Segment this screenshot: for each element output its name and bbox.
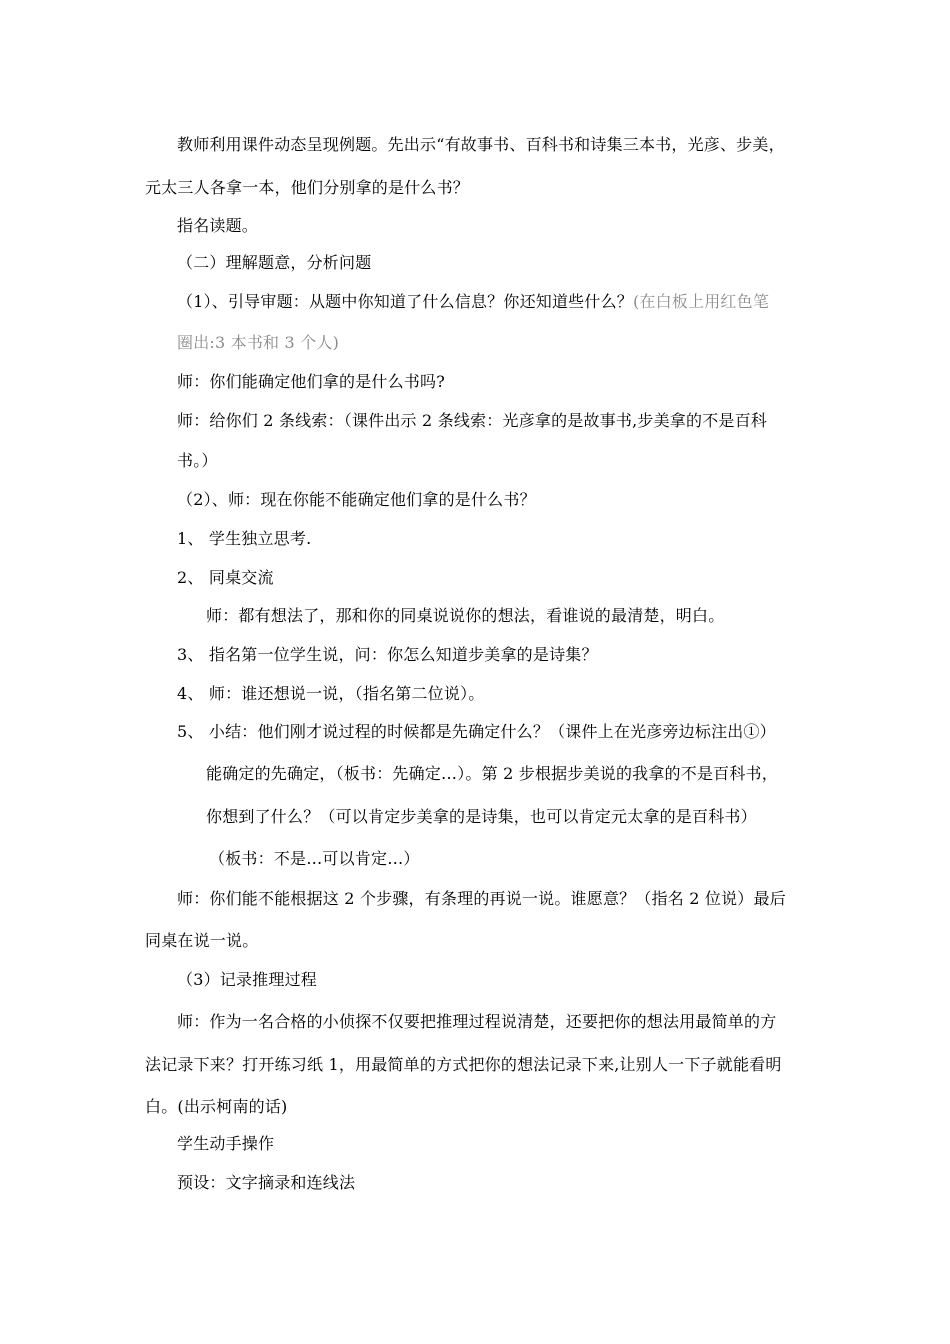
line-text: 白。(出示柯南的话) <box>145 1097 288 1116</box>
line-text: 3、 指名第一位学生说，问：你怎么知道步美拿的是诗集？ <box>177 645 598 664</box>
line-text: 师：你们能确定他们拿的是什么书吗? <box>177 372 445 391</box>
line-text: 书。） <box>177 451 218 470</box>
paragraph-line <box>145 178 469 198</box>
paragraph-line <box>177 889 786 909</box>
line-text: 你想到了什么？（可以肯定步美拿的是诗集，也可以肯定元太拿的是百科书） <box>206 807 757 826</box>
line-text: 师：给你们 2 条线索：（课件出示 2 条线索：光彦拿的是故事书,步美拿的不是百科 <box>177 411 767 430</box>
paragraph-line <box>177 333 339 353</box>
paragraph-line <box>209 849 420 869</box>
line-text: 指名读题。 <box>177 216 259 235</box>
list-item <box>177 529 311 549</box>
section-heading <box>177 970 317 990</box>
line-text: 师：作为一名合格的小侦探不仅要把推理过程说清楚，还要把你的想法用最简单的方 <box>177 1012 777 1031</box>
section-heading <box>177 253 371 273</box>
line-text: 4、 师：谁还想说一说，（指名第二位说）。 <box>177 684 485 703</box>
line-text: 5、 小结：他们刚才说过程的时候都是先确定什么？（课件上在光彦旁边标注出①） <box>177 722 776 741</box>
line-text: 预设：文字摘录和连线法 <box>177 1173 356 1192</box>
paragraph-line <box>177 292 769 312</box>
list-item <box>177 722 776 742</box>
line-text: 师：都有想法了，那和你的同桌说说你的想法，看谁说的最清楚，明白。 <box>206 606 725 625</box>
paragraph-line <box>177 1173 355 1193</box>
line-text: 2、 同桌交流 <box>177 568 274 587</box>
list-item <box>177 645 598 665</box>
paragraph-line <box>145 1055 782 1075</box>
paragraph-line <box>206 606 724 626</box>
line-text: 学生动手操作 <box>177 1134 275 1153</box>
paragraph-line <box>145 931 258 951</box>
list-item <box>177 684 484 704</box>
line-text: （1）、引导审题：从题中你知道了什么信息？你还知道些什么？ <box>177 292 633 311</box>
paragraph-line <box>177 451 218 471</box>
paragraph-line <box>177 411 767 431</box>
paragraph-line <box>177 372 445 392</box>
line-text: （板书：不是…可以肯定…） <box>209 849 420 868</box>
paragraph-line <box>177 135 785 155</box>
section-heading <box>177 490 536 510</box>
line-text: 1、 学生独立思考. <box>177 529 312 548</box>
line-text: （二）理解题意，分析问题 <box>177 253 372 272</box>
line-text: 教师利用课件动态呈现例题。先出示“有故事书、百科书和诗集三本书，光彦、步美， <box>177 135 785 154</box>
paragraph-line <box>145 1097 288 1117</box>
paragraph-line <box>177 1134 274 1154</box>
line-text: （3）记录推理过程 <box>177 970 317 989</box>
gray-note-text: (在白板上用红色笔 <box>632 292 770 311</box>
line-text: 能确定的先确定，（板书：先确定…）。第 2 步根据步美说的我拿的不是百科书， <box>206 764 778 783</box>
line-text: 师：你们能不能根据这 2 个步骤，有条理的再说一说。谁愿意？（指名 2 位说）最后 <box>177 889 786 908</box>
line-text: 元太三人各拿一本，他们分别拿的是什么书？ <box>145 178 470 197</box>
paragraph-line <box>206 807 757 827</box>
paragraph-line <box>177 216 258 236</box>
gray-note-text: 圈出:3 本书和 3 个人) <box>177 333 340 352</box>
list-item <box>177 568 274 588</box>
line-text: （2）、师：现在你能不能确定他们拿的是什么书？ <box>177 490 536 509</box>
line-text: 同桌在说一说。 <box>145 931 259 950</box>
paragraph-line <box>177 1012 776 1032</box>
line-text: 法记录下来？打开练习纸 1，用最简单的方式把你的想法记录下来,让别人一下子就能看明 <box>145 1055 782 1074</box>
paragraph-line <box>206 764 778 784</box>
